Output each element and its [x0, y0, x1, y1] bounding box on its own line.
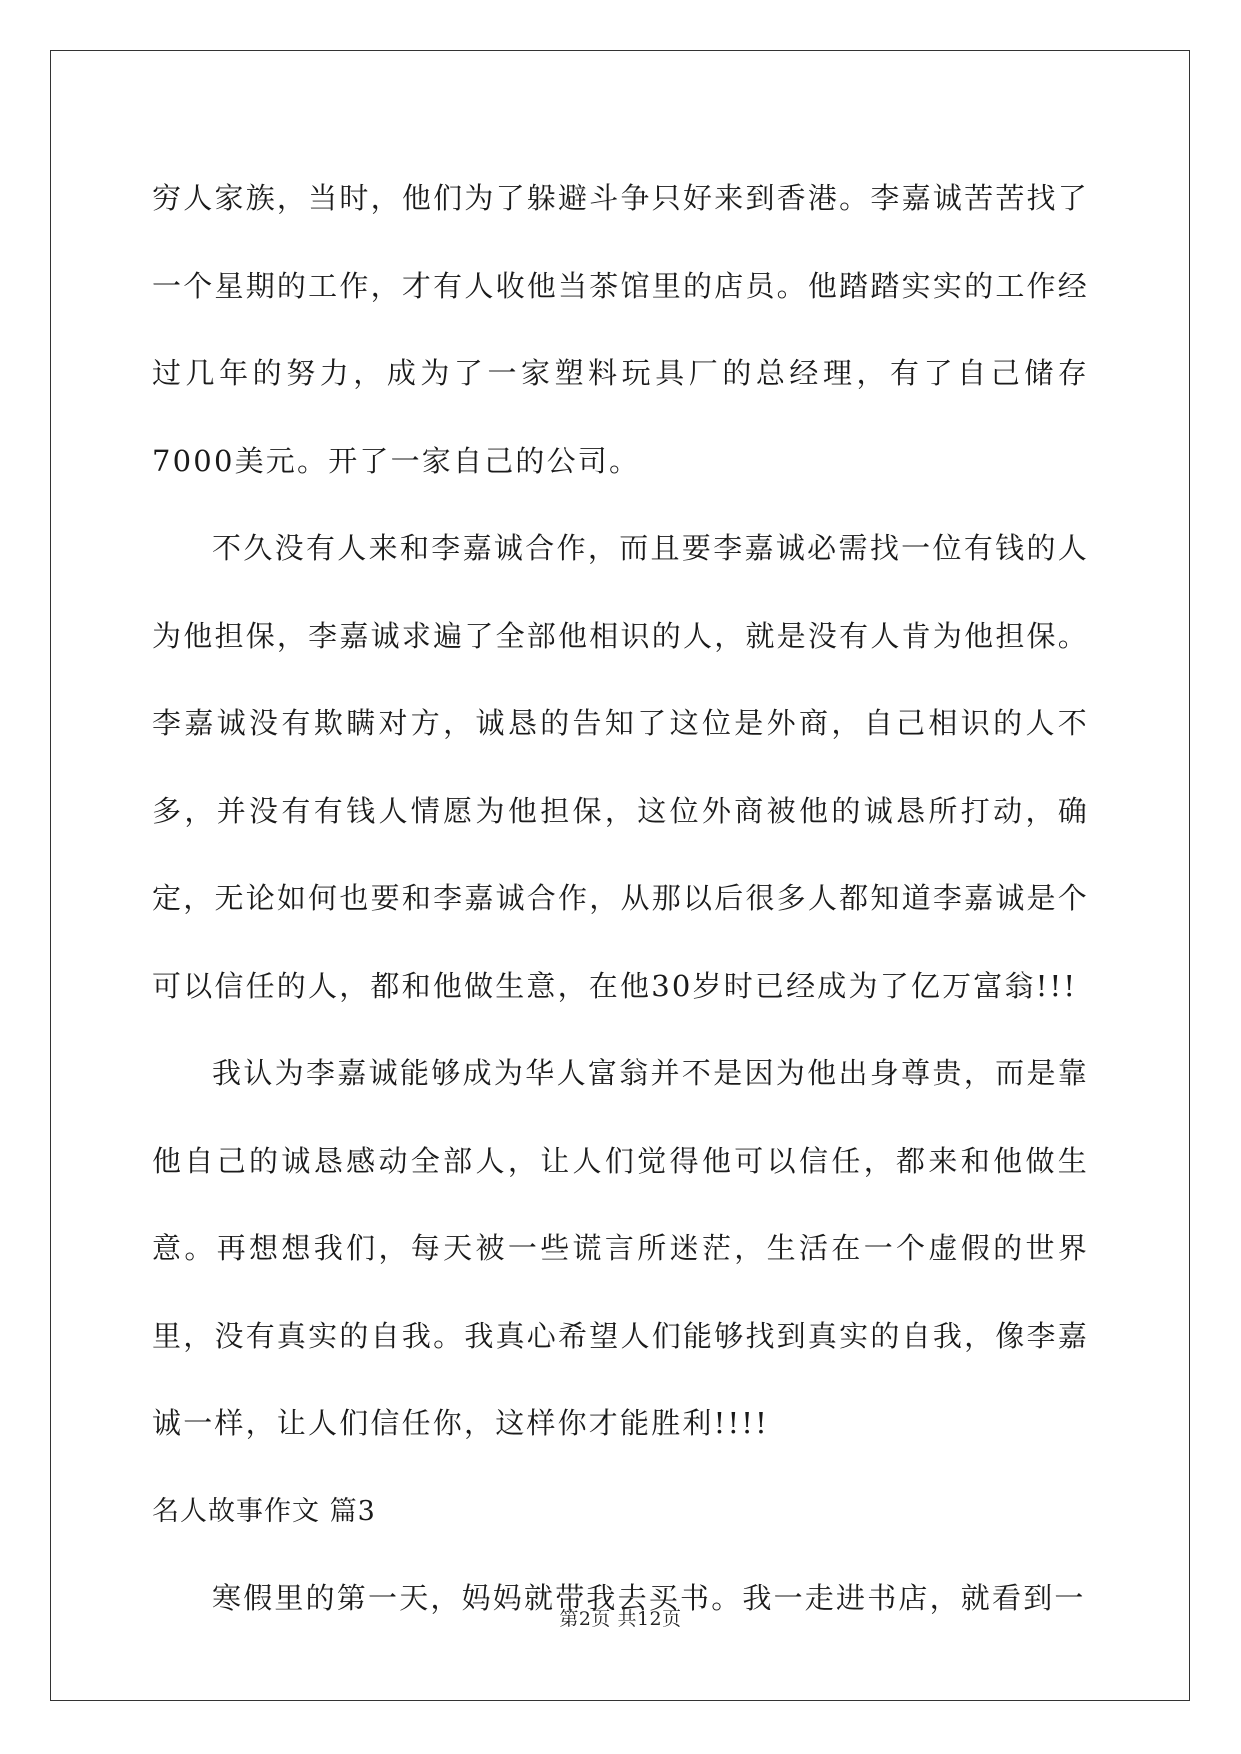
paragraph-section-start: 寒假里的第一天，妈妈就带我去买书。我一走进书店，就看到一	[212, 1580, 1086, 1615]
paragraph-guarantee-story: 不久没有人来和李嘉诚合作，而且要李嘉诚必需找一位有钱的人为他担保，李嘉诚求遍了全部他相识的人，就是没有人肯为他担保。李嘉诚没有欺瞒对方，诚恳的告知了这位是外商，自己相识的人不多，并没有有钱人情愿为他担保，这位外商被他的诚恳所打动，确定，无论如何也要和李嘉诚合作，从那以后很多人都知道李嘉诚是个可以信任的人，都和他做生意，在他30岁时已经成为了亿万富翁!!!	[152, 531, 1089, 1003]
document-body	[152, 155, 1089, 1642]
paragraph-continuation: 穷人家族，当时，他们为了躲避斗争只好来到香港。李嘉诚苦苦找了一个星期的工作，才有人收他当茶馆里的店员。他踏踏实实的工作经过几年的努力，成为了一家塑料玩具厂的总经理，有了自己储存7000美元。开了一家自己的公司。	[152, 181, 1089, 478]
section-heading: 名人故事作文 篇3	[152, 1495, 376, 1527]
paragraph-reflection: 我认为李嘉诚能够成为华人富翁并不是因为他出身尊贵，而是靠他自己的诚恳感动全部人，让人们觉得他可以信任，都来和他做生意。再想想我们，每天被一些谎言所迷茫，生活在一个虚假的世界里，没有真实的自我。我真心希望人们能够找到真实的自我，像李嘉诚一样，让人们信任你，这样你才能胜利!!!!	[152, 1056, 1089, 1440]
page-number-footer: 第2页 共12页	[559, 1608, 682, 1630]
